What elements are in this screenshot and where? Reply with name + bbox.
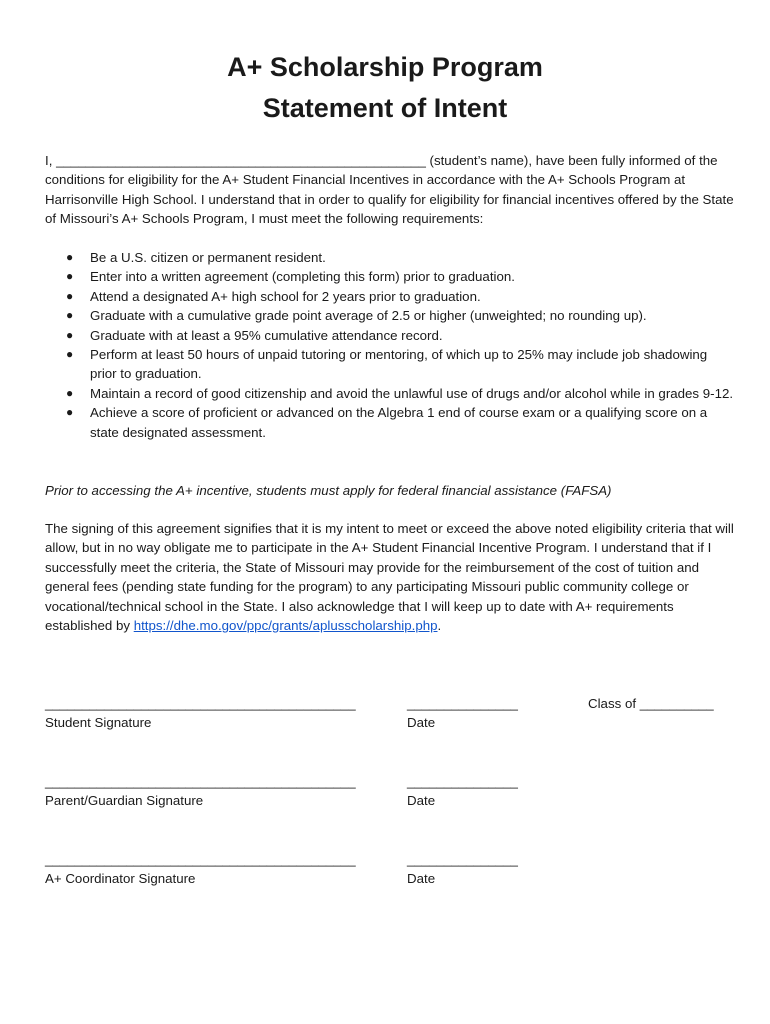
list-item: [45, 267, 735, 286]
requirement-text: Maintain a record of good citizenship and avoid the unlawful use of drugs and/or alcohol while in grades 9-12.: [90, 385, 734, 401]
document-title: A+ Scholarship Program: [227, 52, 543, 82]
requirement-text: Attend a designated A+ high school for 2 years prior to graduation.: [90, 288, 481, 304]
bullet-icon: ●: [66, 405, 74, 420]
bullet-icon: ●: [66, 385, 74, 400]
requirement-text: Be a U.S. citizen or permanent resident.: [90, 250, 326, 265]
bullet-icon: ●: [66, 308, 74, 323]
list-item: [45, 403, 735, 442]
list-item: [45, 326, 735, 345]
coordinator-signature-row: [0, 850, 770, 890]
bullet-icon: ●: [66, 347, 74, 362]
coordinator-signature-label: A+ Coordinator Signature: [45, 871, 196, 886]
fafsa-note: Prior to accessing the A+ incentive, students must apply for federal financial assistance (FAFSA): [45, 483, 612, 498]
student-date-line[interactable]: _______________: [407, 696, 518, 711]
requirement-text: Graduate with at least a 95% cumulative attendance record.: [90, 327, 443, 343]
coordinator-date-line[interactable]: _______________: [407, 852, 518, 867]
bullet-icon: ●: [66, 269, 74, 284]
list-item: [45, 345, 735, 384]
parent-date-line[interactable]: _______________: [407, 774, 518, 789]
class-of-field[interactable]: Class of __________: [588, 696, 714, 711]
bullet-icon: ●: [66, 327, 74, 342]
coordinator-signature-line[interactable]: __________________________________________: [45, 852, 356, 867]
requirement-text: Enter into a written agreement (completing this form) prior to graduation.: [90, 269, 515, 285]
agreement-end: .: [437, 618, 442, 634]
parent-signature-line[interactable]: __________________________________________: [45, 774, 356, 789]
bullet-icon: ●: [66, 288, 74, 303]
requirements-list: [45, 248, 735, 442]
parent-signature-label: Parent/Guardian Signature: [45, 793, 204, 808]
student-signature-line[interactable]: __________________________________________: [45, 696, 356, 711]
coordinator-date-label: Date: [407, 871, 436, 886]
aplus-requirements-link[interactable]: https://dhe.mo.gov/ppc/grants/aplusscholarship.php: [133, 618, 438, 634]
agreement-paragraph: [45, 519, 735, 635]
agreement-text: The signing of this agreement signifies that it is my intent to meet or exceed the above noted eligibility criteria that will allow, but in no way obligate me to participate in the A+ Student Financial Incentive Program. I understand that if I successfully meet the criteria, the State of Missouri may provide for the reimbursement of the cost of tuition and general fees (pending state funding for the program) to any participating Missouri public community college or vocational/technical school in the State. I also acknowledge that I will keep up to date with A+ requirements established by: [45, 521, 734, 634]
document-subtitle: Statement of Intent: [262, 93, 508, 123]
intro-paragraph: I, __________________________________________________ (student’s name), have been fully informed of the conditions for eligibility for the A+ Student Financial Incentives in accordance with the A+ Schools Program at Harrisonville High School. I understand that in order to qualify for eligibility for financial incentives offered by the State of Missouri’s A+ Schools Program, I must meet the following requirements:: [45, 153, 734, 227]
student-date-label: Date: [407, 715, 436, 730]
parent-date-label: Date: [407, 793, 436, 808]
student-signature-label: Student Signature: [45, 715, 152, 730]
requirement-text: Achieve a score of proficient or advanced on the Algebra 1 end of course exam or a qualifying score on a state designated assessment.: [90, 405, 708, 440]
bullet-icon: ●: [66, 250, 74, 264]
parent-signature-row: [0, 772, 770, 812]
requirement-text: Perform at least 50 hours of unpaid tutoring or mentoring, of which up to 25% may include job shadowing prior to graduation.: [90, 347, 708, 382]
list-item: [45, 248, 735, 267]
requirement-text: Graduate with a cumulative grade point average of 2.5 or higher (unweighted; no rounding up).: [90, 308, 647, 324]
list-item: [45, 287, 735, 306]
list-item: [45, 306, 735, 325]
list-item: [45, 384, 735, 403]
